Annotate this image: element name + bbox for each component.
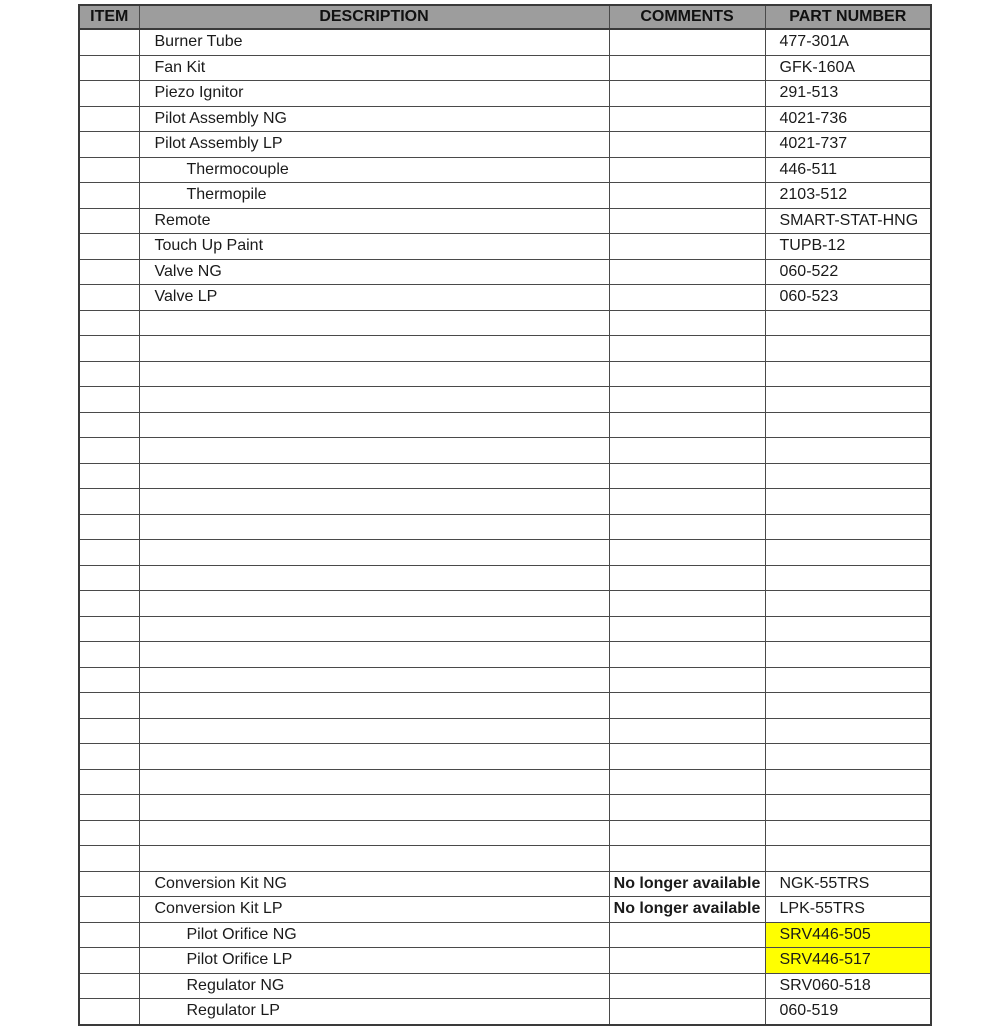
table-row xyxy=(79,387,931,413)
item-cell xyxy=(79,310,139,336)
comment-cell xyxy=(609,820,765,846)
item-cell xyxy=(79,565,139,591)
table-row xyxy=(79,361,931,387)
part-number-cell xyxy=(765,438,931,464)
table-row xyxy=(79,412,931,438)
table-row xyxy=(79,846,931,872)
table-row xyxy=(79,81,931,107)
table-row xyxy=(79,157,931,183)
header-row xyxy=(79,5,931,29)
description-cell xyxy=(139,718,609,744)
comment-cell xyxy=(609,591,765,617)
description-cell: Fan Kit xyxy=(139,55,609,81)
description-cell xyxy=(139,336,609,362)
comment-cell xyxy=(609,259,765,285)
comment-cell xyxy=(609,132,765,158)
description-cell xyxy=(139,667,609,693)
table-row xyxy=(79,55,931,81)
comment-cell xyxy=(609,29,765,55)
table-row xyxy=(79,642,931,668)
item-cell xyxy=(79,999,139,1025)
table-row xyxy=(79,820,931,846)
part-number-cell xyxy=(765,693,931,719)
part-number-cell: 477-301A xyxy=(765,29,931,55)
item-cell xyxy=(79,871,139,897)
table-row xyxy=(79,897,931,923)
item-cell xyxy=(79,361,139,387)
part-number-cell xyxy=(765,820,931,846)
item-cell xyxy=(79,463,139,489)
table-row xyxy=(79,234,931,260)
comment-cell xyxy=(609,846,765,872)
part-number-cell: 4021-737 xyxy=(765,132,931,158)
description-cell: Burner Tube xyxy=(139,29,609,55)
description-cell: Regulator LP xyxy=(139,999,609,1025)
part-number-cell xyxy=(765,769,931,795)
item-cell xyxy=(79,616,139,642)
description-cell: Pilot Orifice LP xyxy=(139,948,609,974)
comment-cell xyxy=(609,157,765,183)
description-cell: Valve NG xyxy=(139,259,609,285)
item-cell xyxy=(79,29,139,55)
item-cell xyxy=(79,157,139,183)
item-cell xyxy=(79,591,139,617)
header-part-number: PART NUMBER xyxy=(765,5,931,29)
item-cell xyxy=(79,132,139,158)
description-cell xyxy=(139,795,609,821)
item-cell xyxy=(79,973,139,999)
table-row xyxy=(79,514,931,540)
comment-cell xyxy=(609,999,765,1025)
part-number-cell: TUPB-12 xyxy=(765,234,931,260)
comment-cell xyxy=(609,234,765,260)
part-number-cell: 2103-512 xyxy=(765,183,931,209)
part-number-cell: 291-513 xyxy=(765,81,931,107)
item-cell xyxy=(79,718,139,744)
item-cell xyxy=(79,897,139,923)
part-number-cell xyxy=(765,718,931,744)
comment-cell xyxy=(609,973,765,999)
part-number-cell xyxy=(765,387,931,413)
item-cell xyxy=(79,922,139,948)
part-number-cell: 446-511 xyxy=(765,157,931,183)
comment-cell xyxy=(609,208,765,234)
table-row xyxy=(79,540,931,566)
part-number-cell: 060-522 xyxy=(765,259,931,285)
table-row xyxy=(79,106,931,132)
comment-cell xyxy=(609,81,765,107)
table-row xyxy=(79,922,931,948)
description-cell: Piezo Ignitor xyxy=(139,81,609,107)
description-cell xyxy=(139,540,609,566)
table-row xyxy=(79,463,931,489)
item-cell xyxy=(79,285,139,311)
part-number-cell: 060-519 xyxy=(765,999,931,1025)
table-row xyxy=(79,438,931,464)
item-cell xyxy=(79,183,139,209)
part-number-cell: SMART-STAT-HNG xyxy=(765,208,931,234)
table-row xyxy=(79,310,931,336)
description-cell xyxy=(139,693,609,719)
part-number-cell: NGK-55TRS xyxy=(765,871,931,897)
table-row xyxy=(79,565,931,591)
table-row xyxy=(79,718,931,744)
comment-cell xyxy=(609,489,765,515)
table-row xyxy=(79,693,931,719)
item-cell xyxy=(79,106,139,132)
description-cell: Thermocouple xyxy=(139,157,609,183)
table-body xyxy=(79,29,931,1025)
item-cell xyxy=(79,820,139,846)
item-cell xyxy=(79,693,139,719)
part-number-cell xyxy=(765,744,931,770)
description-cell xyxy=(139,412,609,438)
item-cell xyxy=(79,514,139,540)
part-number-cell xyxy=(765,795,931,821)
description-cell xyxy=(139,744,609,770)
comment-cell xyxy=(609,55,765,81)
part-number-cell xyxy=(765,667,931,693)
description-cell xyxy=(139,489,609,515)
comment-cell xyxy=(609,387,765,413)
description-cell xyxy=(139,769,609,795)
description-cell: Conversion Kit LP xyxy=(139,897,609,923)
item-cell xyxy=(79,489,139,515)
part-number-cell xyxy=(765,361,931,387)
comment-cell: No longer available xyxy=(609,871,765,897)
item-cell xyxy=(79,55,139,81)
table-row xyxy=(79,285,931,311)
comment-cell xyxy=(609,336,765,362)
description-cell: Pilot Assembly NG xyxy=(139,106,609,132)
item-cell xyxy=(79,667,139,693)
description-cell xyxy=(139,310,609,336)
part-number-cell: 060-523 xyxy=(765,285,931,311)
comment-cell xyxy=(609,514,765,540)
item-cell xyxy=(79,438,139,464)
part-number-cell: SRV446-505 xyxy=(765,922,931,948)
table-row xyxy=(79,871,931,897)
comment-cell xyxy=(609,948,765,974)
comment-cell xyxy=(609,769,765,795)
comment-cell xyxy=(609,642,765,668)
table-row xyxy=(79,591,931,617)
description-cell xyxy=(139,565,609,591)
description-cell xyxy=(139,642,609,668)
description-cell xyxy=(139,846,609,872)
description-cell: Regulator NG xyxy=(139,973,609,999)
table-row xyxy=(79,489,931,515)
table-row xyxy=(79,744,931,770)
header-comments: COMMENTS xyxy=(609,5,765,29)
part-number-cell xyxy=(765,565,931,591)
part-number-cell: SRV446-517 xyxy=(765,948,931,974)
table-row xyxy=(79,973,931,999)
part-number-cell: SRV060-518 xyxy=(765,973,931,999)
comment-cell xyxy=(609,565,765,591)
description-cell: Pilot Assembly LP xyxy=(139,132,609,158)
item-cell xyxy=(79,336,139,362)
comment-cell xyxy=(609,795,765,821)
table-row xyxy=(79,183,931,209)
description-cell: Valve LP xyxy=(139,285,609,311)
description-cell xyxy=(139,438,609,464)
comment-cell xyxy=(609,744,765,770)
comment-cell xyxy=(609,922,765,948)
part-number-cell xyxy=(765,616,931,642)
item-cell xyxy=(79,642,139,668)
part-number-cell xyxy=(765,846,931,872)
part-number-cell: GFK-160A xyxy=(765,55,931,81)
comment-cell xyxy=(609,667,765,693)
table-row xyxy=(79,336,931,362)
part-number-cell xyxy=(765,336,931,362)
part-number-cell xyxy=(765,489,931,515)
description-cell xyxy=(139,361,609,387)
table-row xyxy=(79,667,931,693)
part-number-cell xyxy=(765,540,931,566)
item-cell xyxy=(79,795,139,821)
item-cell xyxy=(79,769,139,795)
description-cell: Conversion Kit NG xyxy=(139,871,609,897)
header-description: DESCRIPTION xyxy=(139,5,609,29)
part-number-cell xyxy=(765,463,931,489)
part-number-cell: 4021-736 xyxy=(765,106,931,132)
description-cell xyxy=(139,387,609,413)
table-row xyxy=(79,769,931,795)
item-cell xyxy=(79,234,139,260)
description-cell: Pilot Orifice NG xyxy=(139,922,609,948)
table-row xyxy=(79,29,931,55)
item-cell xyxy=(79,387,139,413)
description-cell xyxy=(139,463,609,489)
description-cell xyxy=(139,514,609,540)
table-row xyxy=(79,208,931,234)
item-cell xyxy=(79,846,139,872)
comment-cell xyxy=(609,183,765,209)
table-row xyxy=(79,616,931,642)
comment-cell xyxy=(609,361,765,387)
table-row xyxy=(79,259,931,285)
comment-cell xyxy=(609,540,765,566)
part-number-cell xyxy=(765,591,931,617)
comment-cell xyxy=(609,616,765,642)
table-row xyxy=(79,948,931,974)
description-cell: Touch Up Paint xyxy=(139,234,609,260)
item-cell xyxy=(79,208,139,234)
description-cell xyxy=(139,820,609,846)
comment-cell xyxy=(609,412,765,438)
comment-cell xyxy=(609,438,765,464)
part-number-cell xyxy=(765,642,931,668)
item-cell xyxy=(79,259,139,285)
description-cell: Thermopile xyxy=(139,183,609,209)
description-cell xyxy=(139,616,609,642)
table-row xyxy=(79,999,931,1025)
part-number-cell xyxy=(765,514,931,540)
item-cell xyxy=(79,81,139,107)
comment-cell xyxy=(609,718,765,744)
part-number-cell: LPK-55TRS xyxy=(765,897,931,923)
table-row xyxy=(79,132,931,158)
comment-cell: No longer available xyxy=(609,897,765,923)
comment-cell xyxy=(609,463,765,489)
item-cell xyxy=(79,412,139,438)
item-cell xyxy=(79,948,139,974)
comment-cell xyxy=(609,310,765,336)
comment-cell xyxy=(609,285,765,311)
item-cell xyxy=(79,540,139,566)
description-cell: Remote xyxy=(139,208,609,234)
part-number-cell xyxy=(765,412,931,438)
comment-cell xyxy=(609,693,765,719)
comment-cell xyxy=(609,106,765,132)
header-item: ITEM xyxy=(79,5,139,29)
table-row xyxy=(79,795,931,821)
description-cell xyxy=(139,591,609,617)
part-number-cell xyxy=(765,310,931,336)
parts-table xyxy=(78,4,932,1026)
item-cell xyxy=(79,744,139,770)
